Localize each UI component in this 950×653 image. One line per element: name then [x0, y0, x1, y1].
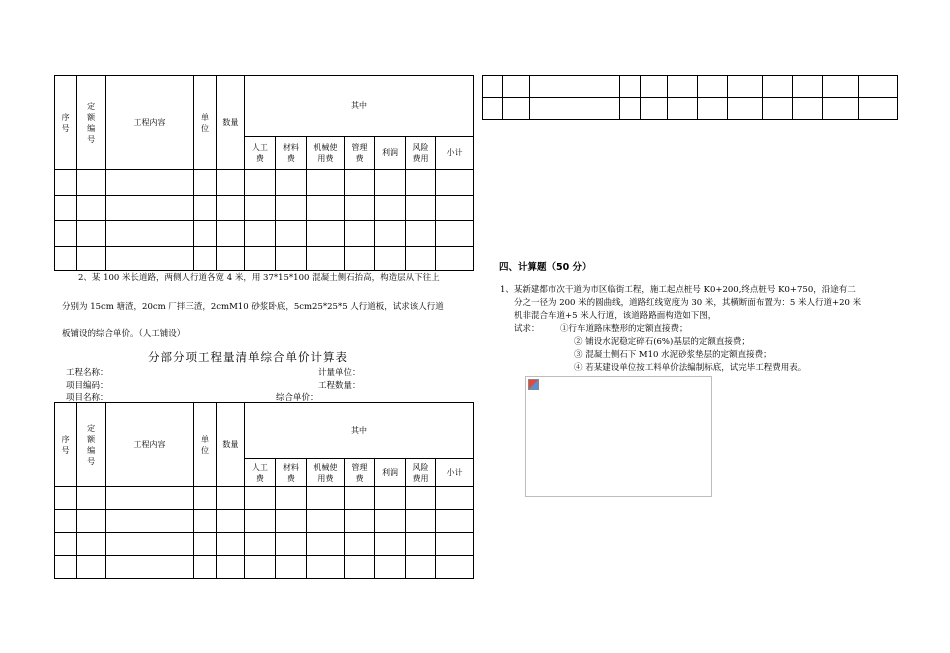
header-labor: 人工费: [245, 459, 276, 487]
question-2-line-1: 2、某 100 米长道路，两侧人行道各宽 4 米，用 37*15*100 混凝土侧石抬高，构造层从下往上: [78, 273, 440, 283]
table-row: [55, 195, 474, 220]
header-qty: 数量: [216, 403, 244, 487]
section-4-q1-line-1: 1、某新建都市次干道为市区临街工程，施工起点桩号 K0+200,终点桩号 K0+750，沿途有二: [500, 285, 856, 295]
header-content: 工程内容: [105, 76, 193, 170]
header-machine: 机械使用费: [307, 459, 345, 487]
header-unit: 单位: [194, 76, 216, 170]
question-2-line-2: 分别为 15cm 塘渣，20cm 厂拌三渣，2cmM10 砂浆卧底，5cm25*25*5 人行道板，试求该人行道: [62, 302, 444, 312]
measure-unit-label: 计量单位：: [318, 368, 361, 378]
calc-table-2: [54, 402, 474, 579]
header-profit: 利润: [375, 459, 406, 487]
table-row: [55, 487, 474, 510]
header-seq: 序号: [55, 403, 77, 487]
section-4-item-3: ③ 混凝土侧石下 M10 水泥砂浆垫层的定额直接费；: [574, 350, 772, 360]
pavement-structure-image: [525, 376, 712, 497]
section-4-heading: 四、计算题（50 分）: [499, 262, 592, 273]
section-4-item-2: ② 铺设水泥稳定碎石(6%)基层的定额直接费；: [574, 337, 750, 347]
header-material: 材料费: [275, 136, 307, 169]
header-labor: 人工费: [245, 136, 276, 169]
header-among: 其中: [245, 403, 474, 459]
form-title: 分部分项工程量清单综合单价计算表: [148, 350, 348, 364]
table-row: [55, 246, 474, 270]
unit-price-label: 综合单价：: [276, 393, 319, 403]
question-2-line-3: 板铺设的综合单价。（人工铺设）: [62, 329, 186, 339]
broken-image-icon: [528, 379, 539, 390]
table-row: [55, 556, 474, 579]
header-subtotal: 小计: [436, 136, 474, 169]
item-name-label: 项目名称：: [66, 393, 109, 403]
table-row: [55, 533, 474, 556]
header-unit: 单位: [194, 403, 216, 487]
header-quota: 定额编号: [77, 76, 105, 170]
project-code-label: 项目编码：: [66, 381, 109, 391]
table-row: [55, 510, 474, 533]
section-4-item-1: ①行车道路床整形的定额直接费；: [560, 324, 688, 334]
quantity-label: 工程数量：: [318, 381, 361, 391]
table-row: [55, 170, 474, 195]
header-qty: 数量: [216, 76, 244, 170]
header-risk: 风险费用: [405, 136, 436, 169]
header-subtotal: 小计: [436, 459, 474, 487]
calc-table-1: [54, 75, 474, 271]
header-profit: 利润: [375, 136, 406, 169]
header-risk: 风险费用: [405, 459, 436, 487]
project-name-label: 工程名称：: [66, 368, 109, 378]
header-machine: 机械使用费: [307, 136, 345, 169]
table-row: [483, 76, 898, 98]
table-row: [483, 98, 898, 120]
header-content: 工程内容: [105, 403, 193, 487]
header-quota: 定额编号: [77, 403, 105, 487]
header-material: 材料费: [275, 459, 307, 487]
header-among: 其中: [245, 76, 474, 137]
section-4-q1-line-2: 分之一径为 200 米的圆曲线，道路红线宽度为 30 米，其横断面布置为：5 米人行道+20 米: [514, 298, 862, 308]
table-row: [55, 221, 474, 246]
header-seq: 序号: [55, 76, 77, 170]
calc-table-continuation: [482, 75, 898, 120]
header-manage: 管理费: [344, 136, 375, 169]
header-manage: 管理费: [344, 459, 375, 487]
section-4-q1-line-3: 机非混合车道+5 米人行道，该道路路面构造如下图，: [514, 311, 717, 321]
section-4-try-label: 试求：: [514, 324, 540, 334]
section-4-item-4: ④ 若某建设单位按工料单价法编制标底，试完毕工程费用表。: [574, 363, 807, 373]
